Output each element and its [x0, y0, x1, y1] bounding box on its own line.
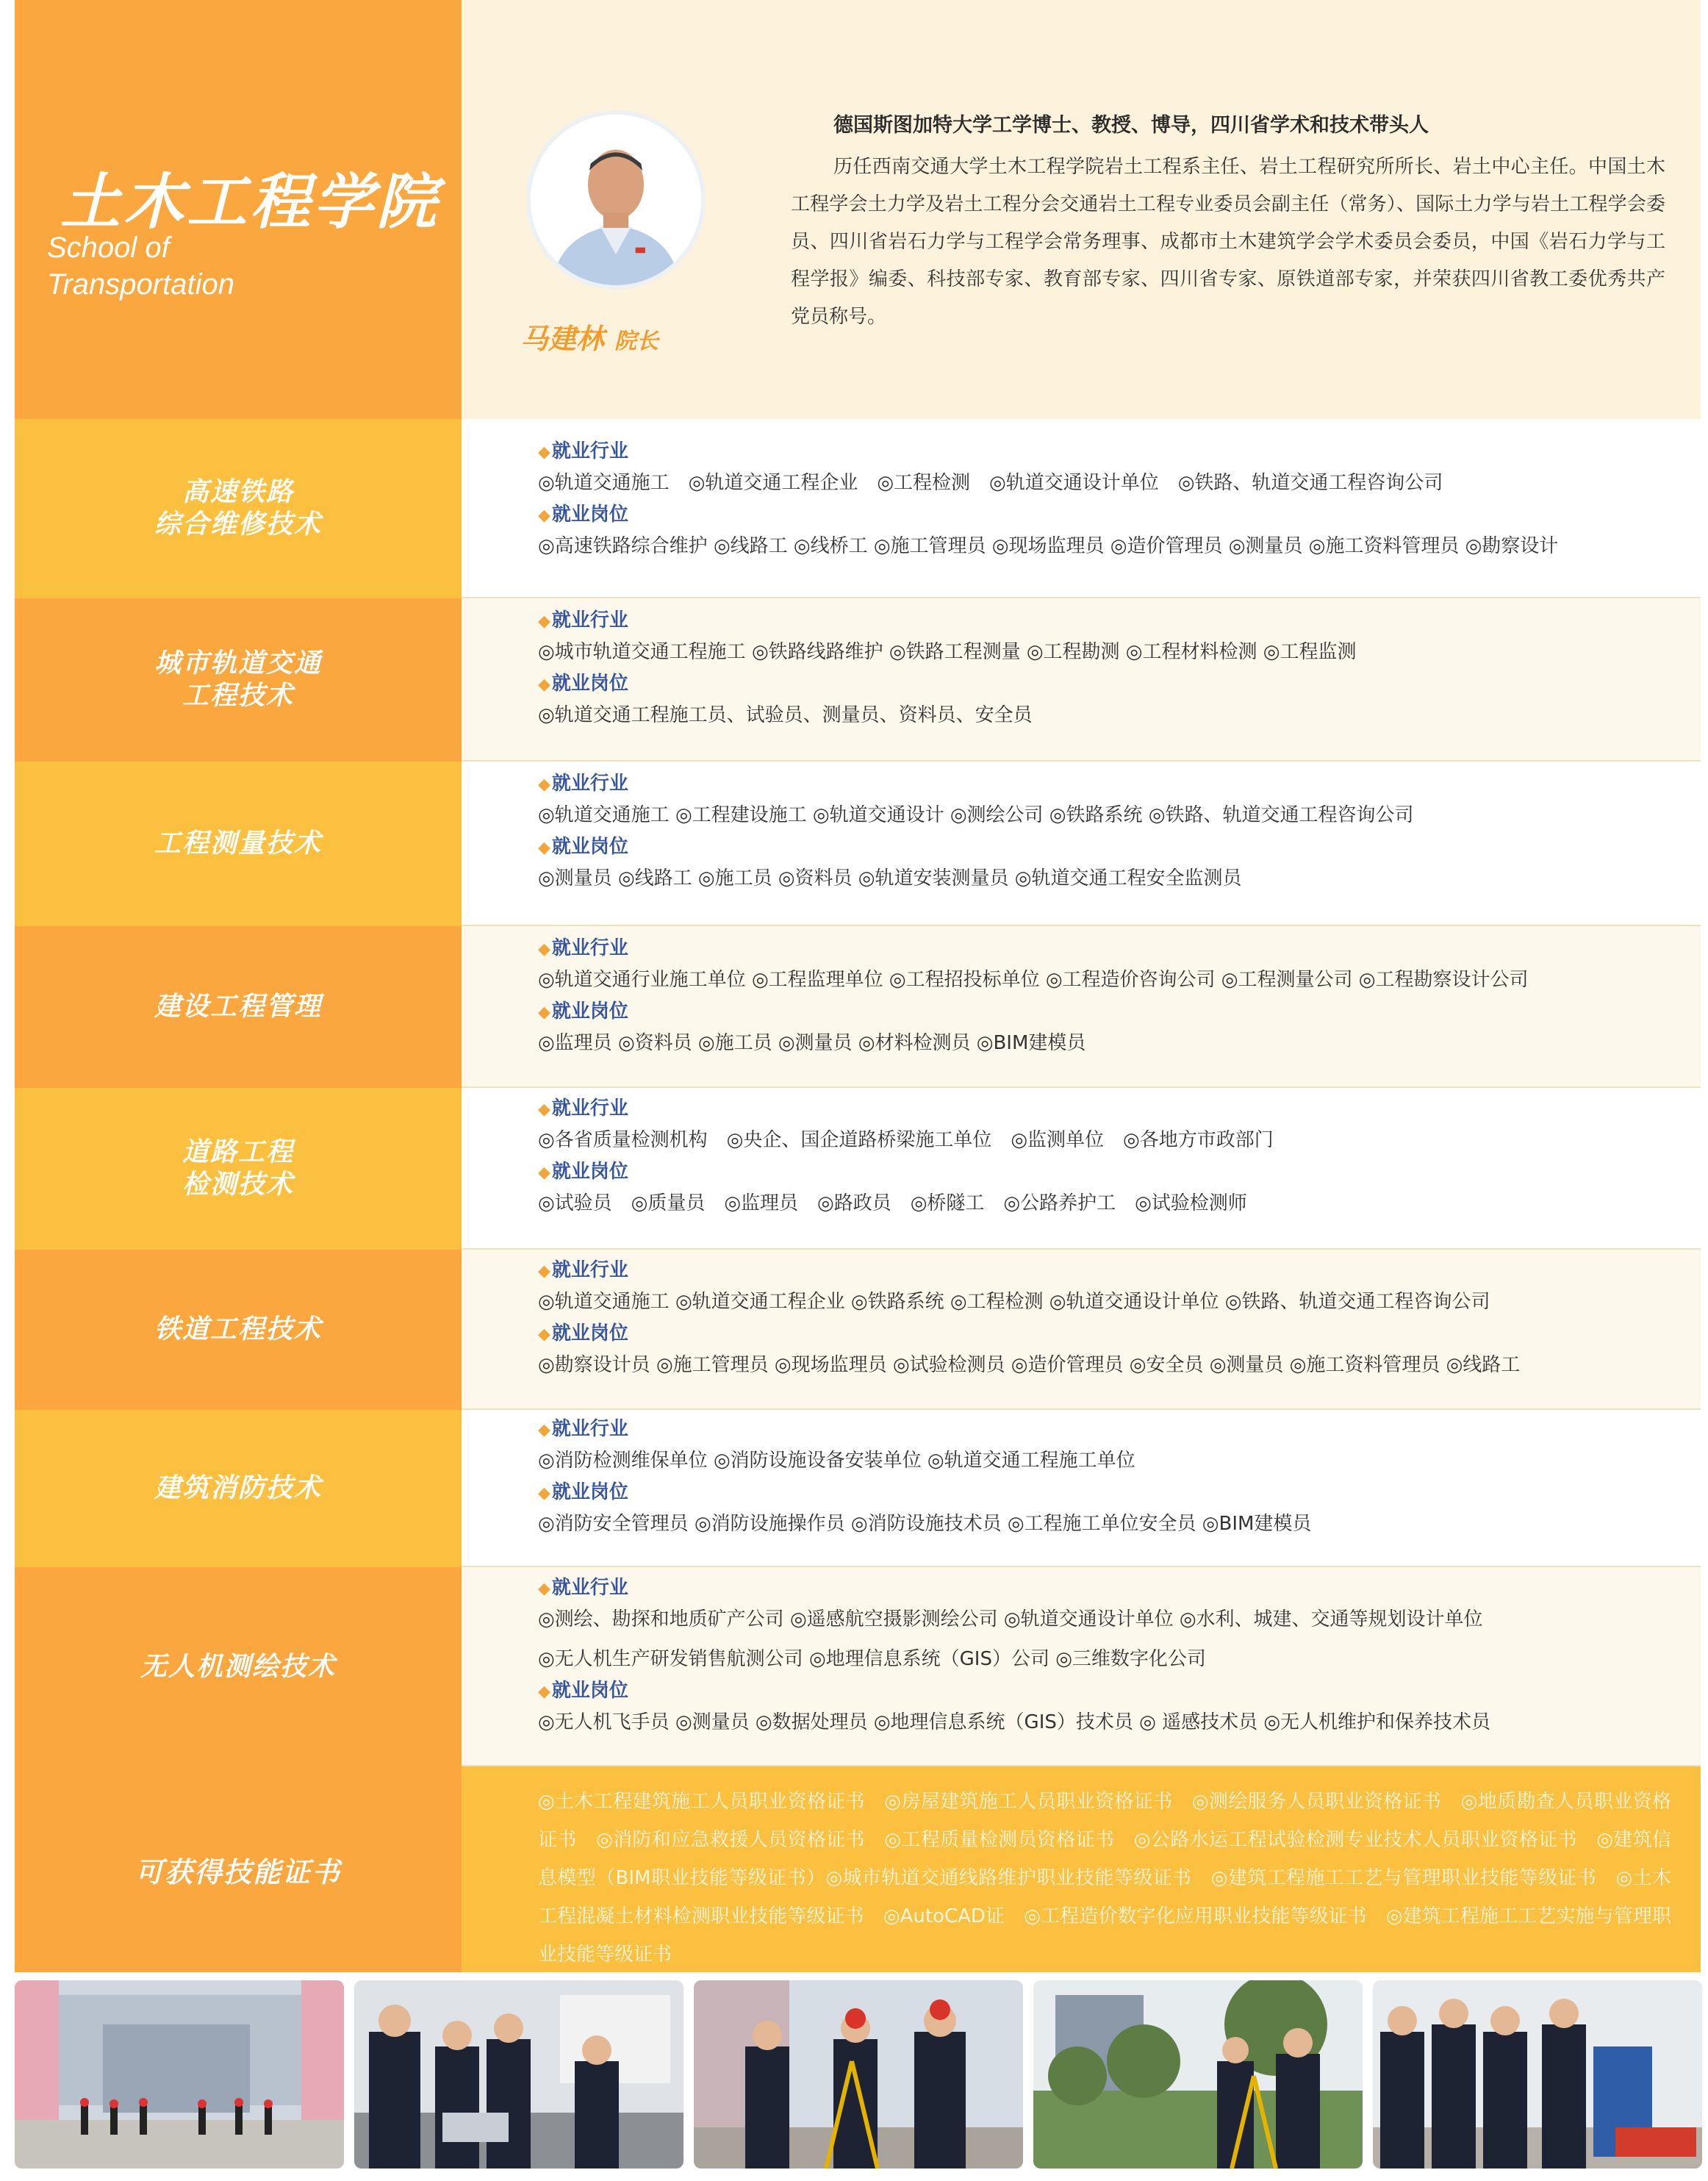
- program-row: [15, 1250, 1701, 1410]
- certificates-list: ◎土木工程建筑施工人员职业资格证书 ◎房屋建筑施工人员职业资格证书 ◎测绘服务人员职业资格证书 ◎地质勘查人员职业资格证书 ◎消防和应急救援人员资格证书 ◎工程质量检测员资格证书 ◎公路水运工程试验检测专业技术人员职业资格证书 ◎建筑信息模型（BIM职业技能等级证书）◎城市轨道交通线路维护职业技能等级证书 ◎建筑工程施工工艺与管理职业技能等级证书 ◎土木工程混凝土材料检测职业技能等级证书 ◎AutoCAD证 ◎工程造价数字化应用职业技能等级证书 ◎建筑工程施工工艺实施与管理职业技能等级证书: [538, 1791, 1671, 1966]
- certificates-row: [15, 1766, 1701, 1972]
- position-heading: [538, 1480, 1701, 1504]
- dean-panel: [462, 0, 1701, 419]
- industry-heading-text: 就业行业: [551, 1097, 628, 1120]
- photo-lab-students: [354, 1980, 683, 2169]
- photo-lab-students-image: [354, 1980, 683, 2169]
- diamond-icon: ◆: [538, 940, 550, 959]
- position-list: ◎勘察设计员 ◎施工管理员 ◎现场监理员 ◎试验检测员 ◎造价管理员 ◎安全员 ◎测量员 ◎施工资料管理员 ◎线路工: [538, 1354, 1521, 1376]
- program-name: 城市轨道交通 工程技术: [154, 648, 322, 711]
- program-name: 工程测量技术: [154, 828, 322, 859]
- diamond-icon: ◆: [538, 1262, 550, 1281]
- program-details: [462, 1410, 1701, 1567]
- position-heading-text: 就业岗位: [551, 1680, 628, 1702]
- diamond-icon: ◆: [538, 1421, 550, 1439]
- certificates-label-text: 可获得技能证书: [134, 1855, 341, 1888]
- diamond-icon: ◆: [538, 776, 550, 794]
- program-label: [15, 419, 462, 598]
- program-name: 建设工程管理: [154, 992, 322, 1022]
- position-list: ◎消防安全管理员 ◎消防设施操作员 ◎消防设施技术员 ◎工程施工单位安全员 ◎BIM建模员: [538, 1513, 1312, 1535]
- program-details: [462, 598, 1701, 762]
- program-name: 建筑消防技术: [154, 1473, 322, 1503]
- photo-strip: [15, 1980, 1701, 2169]
- position-heading: [538, 503, 1701, 526]
- industry-list: ◎测绘、勘探和地质矿产公司 ◎遥感航空摄影测绘公司 ◎轨道交通设计单位 ◎水利、城建、交通等规划设计单位: [538, 1608, 1483, 1630]
- industry-list: ◎轨道交通施工 ◎轨道交通工程企业 ◎铁路系统 ◎工程检测 ◎轨道交通设计单位 ◎铁路、轨道交通工程咨询公司: [538, 1291, 1490, 1313]
- program-label: [15, 1410, 462, 1567]
- photo-outdoor-survey-image: [1033, 1980, 1363, 2169]
- position-heading-text: 就业岗位: [551, 1000, 628, 1023]
- photo-outdoor-survey: [1033, 1980, 1363, 2169]
- program-details: [462, 1250, 1701, 1410]
- program-row: [15, 926, 1701, 1088]
- diamond-icon: ◆: [538, 1164, 550, 1182]
- industry-heading: [538, 440, 1701, 463]
- photo-field-survey: [694, 1980, 1023, 2169]
- industry-heading-text: 就业行业: [551, 773, 628, 795]
- program-label: [15, 598, 462, 762]
- certificates-content: [462, 1766, 1701, 1972]
- program-row: [15, 598, 1701, 762]
- diamond-icon: ◆: [538, 1003, 550, 1022]
- diamond-icon: ◆: [538, 839, 550, 857]
- diamond-icon: ◆: [538, 1100, 550, 1119]
- position-list: ◎测量员 ◎线路工 ◎施工员 ◎资料员 ◎轨道安装测量员 ◎轨道交通工程安全监测员: [538, 867, 1242, 889]
- program-details: [462, 1088, 1701, 1250]
- school-english-line2: Transportation: [47, 268, 234, 301]
- program-row: [15, 1088, 1701, 1250]
- dean-title-text: 院长: [614, 329, 659, 354]
- position-heading-text: 就业岗位: [551, 1322, 628, 1344]
- school-title: 土木工程学院: [60, 168, 439, 237]
- industry-heading-text: 就业行业: [551, 1418, 628, 1440]
- diamond-icon: ◆: [538, 1325, 550, 1344]
- industry-heading-text: 就业行业: [551, 609, 628, 631]
- photo-field-survey-image: [694, 1980, 1023, 2169]
- position-heading-text: 就业岗位: [551, 504, 628, 526]
- position-heading-text: 就业岗位: [551, 1161, 628, 1183]
- dean-bio-text: 历任西南交通大学土木工程学院岩土工程系主任、岩土工程研究所所长、岩土中心主任。中国土木工程学会土力学及岩土工程分会交通岩土工程专业委员会副主任（常务）、国际土力学与岩土工程学会委员、四川省岩石力学与工程学会常务理事、成都市土木建筑学会学术委员会委员，中国《岩石力学与工程学报》编委、科技部专家、教育部专家、四川省专家、原铁道部专家，并荣获四川省教工委优秀共产党员称号。: [791, 156, 1665, 328]
- program-row: [15, 419, 1701, 598]
- header-title-panel: [15, 0, 462, 419]
- photo-material-testing: [1373, 1980, 1702, 2169]
- industry-list: ◎各省质量检测机构 ◎央企、国企道路桥梁施工单位 ◎监测单位 ◎各地方市政部门: [538, 1129, 1274, 1151]
- school-english-line1: School of: [47, 232, 170, 264]
- position-heading: [538, 1160, 1701, 1183]
- program-label: [15, 1567, 462, 1766]
- position-heading-text: 就业岗位: [551, 1481, 628, 1503]
- position-heading: [538, 1322, 1701, 1345]
- industry-heading-text: 就业行业: [551, 440, 628, 462]
- position-list: ◎无人机飞手员 ◎测量员 ◎数据处理员 ◎地理信息系统（GIS）技术员 ◎ 遥感技术员 ◎无人机维护和保养技术员: [538, 1711, 1491, 1733]
- industry-heading: [538, 772, 1701, 795]
- dean-name: [520, 316, 659, 357]
- diamond-icon: ◆: [538, 676, 550, 694]
- dean-name-text: 马建林: [520, 323, 605, 355]
- position-heading: [538, 1679, 1701, 1702]
- program-name: 铁道工程技术: [154, 1314, 322, 1344]
- industry-heading: [538, 1417, 1701, 1441]
- industry-heading: [538, 936, 1701, 960]
- program-label: [15, 1250, 462, 1410]
- program-row: [15, 1410, 1701, 1567]
- photo-building-survey-image: [15, 1980, 344, 2169]
- diamond-icon: ◆: [538, 1683, 550, 1701]
- industry-heading: [538, 1576, 1701, 1600]
- position-heading-text: 就业岗位: [551, 836, 628, 858]
- position-list: ◎监理员 ◎资料员 ◎施工员 ◎测量员 ◎材料检测员 ◎BIM建模员: [538, 1032, 1086, 1054]
- program-details: [462, 926, 1701, 1088]
- industry-list: ◎城市轨道交通工程施工 ◎铁路线路维护 ◎铁路工程测量 ◎工程勘测 ◎工程材料检测 ◎工程监测: [538, 641, 1357, 663]
- industry-heading-text: 就业行业: [551, 937, 628, 959]
- program-row: [15, 762, 1701, 926]
- position-heading: [538, 1000, 1701, 1023]
- position-heading: [538, 835, 1701, 859]
- program-details: [462, 1567, 1701, 1766]
- position-list: ◎试验员 ◎质量员 ◎监理员 ◎路政员 ◎桥隧工 ◎公路养护工 ◎试验检测师: [538, 1192, 1247, 1214]
- industry-heading-text: 就业行业: [551, 1259, 628, 1281]
- industry-heading: [538, 1097, 1701, 1120]
- program-name: 高速铁路 综合维修技术: [154, 477, 322, 540]
- school-english-name: [47, 229, 444, 303]
- industry-heading: [538, 1258, 1701, 1282]
- program-details: [462, 762, 1701, 926]
- program-details: [462, 419, 1701, 598]
- industry-list: ◎无人机生产研发销售航测公司 ◎地理信息系统（GIS）公司 ◎三维数字化公司: [538, 1648, 1206, 1670]
- diamond-icon: ◆: [538, 506, 550, 525]
- position-list: ◎轨道交通工程施工员、试验员、测量员、资料员、安全员: [538, 704, 1033, 726]
- program-row: [15, 1567, 1701, 1766]
- dean-portrait-illustration: [531, 115, 701, 285]
- industry-list: ◎消防检测维保单位 ◎消防设施设备安装单位 ◎轨道交通工程施工单位: [538, 1450, 1135, 1472]
- diamond-icon: ◆: [538, 443, 550, 462]
- diamond-icon: ◆: [538, 1580, 550, 1598]
- position-list: ◎高速铁路综合维护 ◎线路工 ◎线桥工 ◎施工管理员 ◎现场监理员 ◎造价管理员 ◎测量员 ◎施工资料管理员 ◎勘察设计: [538, 535, 1559, 557]
- industry-list: ◎轨道交通施工 ◎轨道交通工程企业 ◎工程检测 ◎轨道交通设计单位 ◎铁路、轨道交通工程咨询公司: [538, 472, 1443, 494]
- industry-heading: [538, 609, 1701, 632]
- program-label: [15, 1088, 462, 1250]
- certificates-label: [15, 1766, 462, 1972]
- photo-building-survey: [15, 1980, 344, 2169]
- position-heading-text: 就业岗位: [551, 673, 628, 695]
- program-label: [15, 762, 462, 926]
- photo-material-testing-image: [1373, 1980, 1702, 2169]
- industry-list: ◎轨道交通施工 ◎工程建设施工 ◎轨道交通设计 ◎测绘公司 ◎铁路系统 ◎铁路、轨道交通工程咨询公司: [538, 804, 1414, 826]
- position-heading: [538, 672, 1701, 695]
- dean-bio-heading: 德国斯图加特大学工学博士、教授、博导，四川省学术和技术带头人: [833, 114, 1429, 137]
- program-name: 无人机测绘技术: [140, 1651, 336, 1682]
- diamond-icon: ◆: [538, 612, 550, 631]
- program-label: [15, 926, 462, 1088]
- program-name: 道路工程 检测技术: [182, 1137, 294, 1200]
- diamond-icon: ◆: [538, 1484, 550, 1503]
- dean-photo: [526, 110, 706, 290]
- industry-heading-text: 就业行业: [551, 1577, 628, 1599]
- industry-list: ◎轨道交通行业施工单位 ◎工程监理单位 ◎工程招投标单位 ◎工程造价咨询公司 ◎工程测量公司 ◎工程勘察设计公司: [538, 969, 1529, 991]
